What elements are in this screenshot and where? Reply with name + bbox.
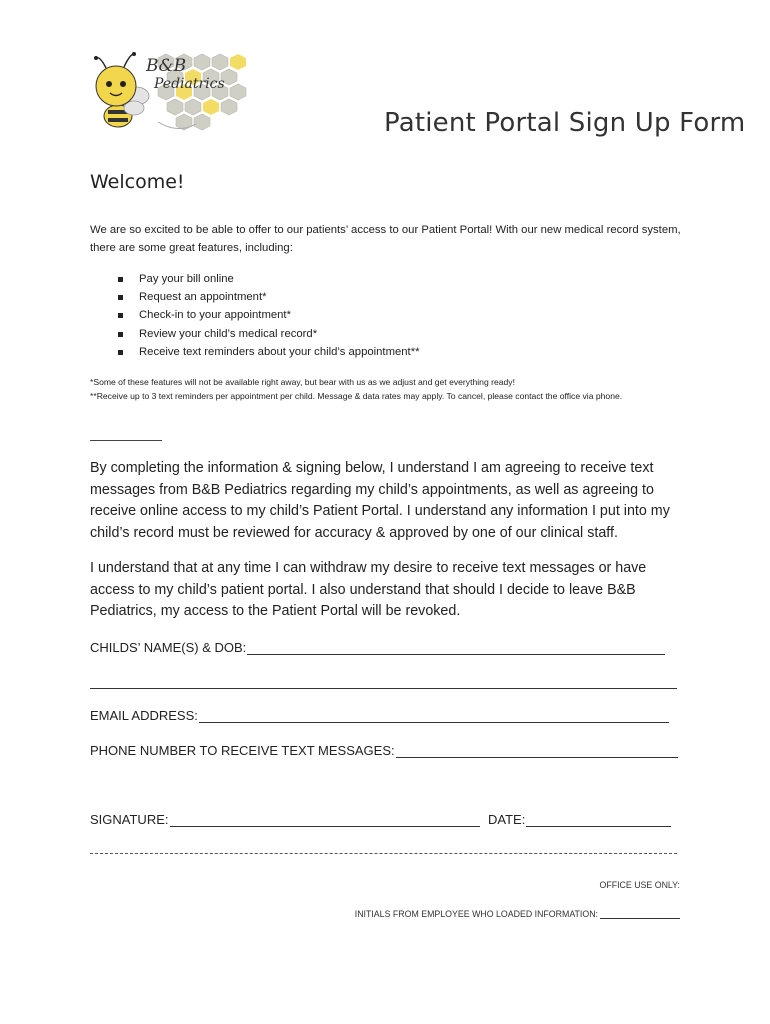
signature-label: SIGNATURE:: [90, 812, 169, 827]
list-item: Pay your bill online: [118, 270, 419, 288]
signature-field[interactable]: [90, 812, 480, 827]
list-item: Review your child’s medical record*: [118, 325, 419, 343]
footnote-1: *Some of these features will not be available right away, but bear with us as we adjust and get everything ready!: [90, 377, 515, 387]
bullet-icon: [118, 295, 123, 300]
phone-line[interactable]: [396, 743, 678, 758]
bullet-icon: [118, 350, 123, 355]
child-name-dob-label: CHILDS’ NAME(S) & DOB:: [90, 640, 247, 655]
dashed-divider: [90, 853, 677, 854]
bullet-icon: [118, 332, 123, 337]
page-title: Patient Portal Sign Up Form: [384, 108, 746, 138]
date-field[interactable]: [488, 812, 671, 827]
list-item: Check-in to your appointment*: [118, 306, 419, 324]
bullet-icon: [118, 277, 123, 282]
office-use-heading: OFFICE USE ONLY:: [599, 880, 680, 890]
date-label: DATE:: [488, 812, 526, 827]
employee-initials-field[interactable]: [355, 908, 680, 919]
phone-field[interactable]: [90, 743, 678, 758]
footnotes: [90, 375, 690, 403]
child-name-dob-line[interactable]: [247, 640, 665, 655]
withdrawal-paragraph: I understand that at any time I can withdraw my desire to receive text messages or have access to my child’s patient portal. I also understand that should I decide to leave B&B Pediatrics, my access to the Patient Portal will be revoked.: [90, 560, 647, 619]
intro-paragraph: We are so excited to be able to offer to our patients’ access to our Patient Portal! With our new medical record system, there are some great features, including:: [90, 224, 681, 254]
consent-paragraph: By completing the information & signing below, I understand I am agreeing to receive text messages from B&B Pediatrics regarding my child’s appointments, as well as agreeing to receive online access to my child’s Patient Portal. I understand any information I put into my child’s record must be reviewed for accuracy & approved by one of our clinical staff.: [90, 460, 670, 541]
logo-text-pediatrics: Pediatrics: [154, 76, 225, 92]
email-line[interactable]: [199, 708, 669, 723]
signature-line[interactable]: [170, 812, 480, 827]
date-line[interactable]: [526, 812, 671, 827]
phone-label: PHONE NUMBER TO RECEIVE TEXT MESSAGES:: [90, 743, 395, 758]
bullet-icon: [118, 313, 123, 318]
footnote-2: **Receive up to 3 text reminders per appointment per child. Message & data rates may apply. To cancel, please contact the office via phone.: [90, 391, 623, 401]
email-field[interactable]: [90, 708, 669, 723]
employee-initials-line[interactable]: [600, 908, 680, 919]
list-item: Receive text reminders about your child’s appointment**: [118, 343, 419, 361]
employee-initials-label: INITIALS FROM EMPLOYEE WHO LOADED INFORMATION:: [354, 909, 598, 919]
list-item: Request an appointment*: [118, 288, 419, 306]
short-divider: [90, 440, 162, 441]
email-label: EMAIL ADDRESS:: [90, 708, 198, 723]
child-name-dob-line-2[interactable]: [90, 688, 677, 689]
bb-pediatrics-logo: [88, 44, 248, 134]
welcome-heading: Welcome!: [90, 171, 185, 193]
feature-list: [118, 270, 419, 361]
logo-text-bb: B&B: [146, 56, 187, 76]
child-name-dob-field[interactable]: [90, 640, 665, 655]
